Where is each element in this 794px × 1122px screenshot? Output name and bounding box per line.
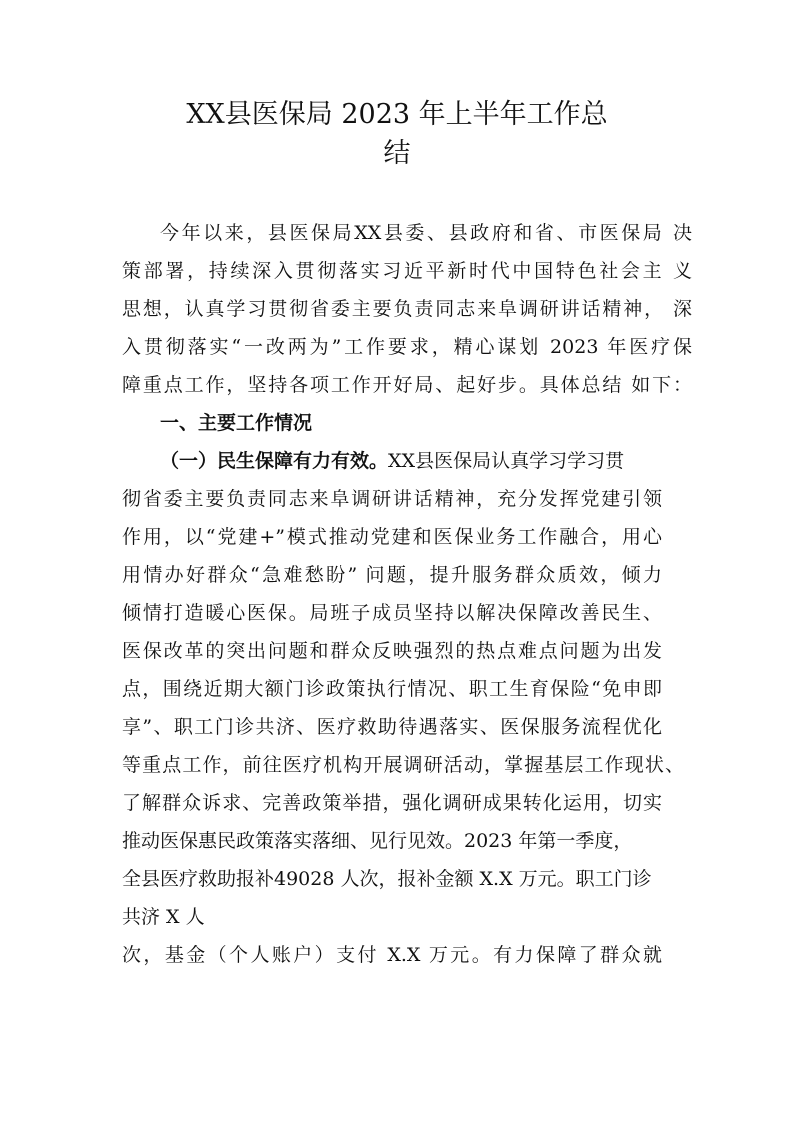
paragraph-line: 入贯彻落实“一改两为”工作要求，精心谋划 2023 年医疗保: [122, 336, 692, 358]
paragraph-line: 了解群众诉求、完善政策举措，强化调研成果转化运用，切实: [122, 792, 662, 814]
paragraph-line: 思想，认真学习贯彻省委主要负责同志来阜调研讲话精神， 深: [122, 298, 692, 320]
section-heading: 一、主要工作情况: [160, 412, 313, 434]
paragraph-line: 倾情打造暖心医保。局班子成员坚持以解决保障改善民生、: [122, 602, 662, 624]
paragraph-line: 作用，以“党建+”模式推动党建和医保业务工作融合，用心: [122, 526, 662, 548]
paragraph-line: 策部署，持续深入贯彻落实习近平新时代中国特色社会主 义: [122, 260, 692, 282]
subsection-heading-line: [160, 448, 624, 474]
paragraph-line: 推动医保惠民政策落实落细、见行见效。2023 年第一季度，: [122, 830, 633, 852]
paragraph-line: 次，基金（个人账户）支付 X.X 万元。有力保障了群众就: [122, 944, 662, 966]
paragraph-line: 点，围绕近期大额门诊政策执行情况、职工生育保险“免申即: [122, 678, 662, 700]
paragraph-line: 今年以来，县医保局XX县委、县政府和省、市医保局 决: [160, 222, 692, 244]
document-title-line-1: XX县医保局 2023 年上半年工作总: [186, 99, 608, 130]
paragraph-line: 共济 X 人: [122, 906, 205, 928]
paragraph-text: XX县医保局认真学习学习贯: [388, 450, 625, 472]
paragraph-line: 享”、职工门诊共济、医疗救助待遇落实、医保服务流程优化: [122, 716, 662, 738]
paragraph-line: 医保改革的突出问题和群众反映强烈的热点难点问题为出发: [122, 640, 662, 662]
paragraph-line: 等重点工作，前往医疗机构开展调研活动，掌握基层工作现状、: [122, 754, 684, 776]
document-title-line-2: 结: [383, 138, 411, 169]
paragraph-line: 障重点工作，坚持各项工作开好局、起好步。具体总结 如下：: [122, 374, 692, 396]
paragraph-line: 彻省委主要负责同志来阜调研讲话精神，充分发挥党建引领: [122, 488, 662, 510]
subsection-heading: （一）民生保障有力有效。: [160, 450, 389, 472]
paragraph-line: 全县医疗救助报补49028 人次，报补金额 X.X 万元。职工门诊: [122, 868, 652, 890]
paragraph-line: 用情办好群众“急难愁盼” 问题，提升服务群众质效，倾力: [122, 564, 662, 586]
